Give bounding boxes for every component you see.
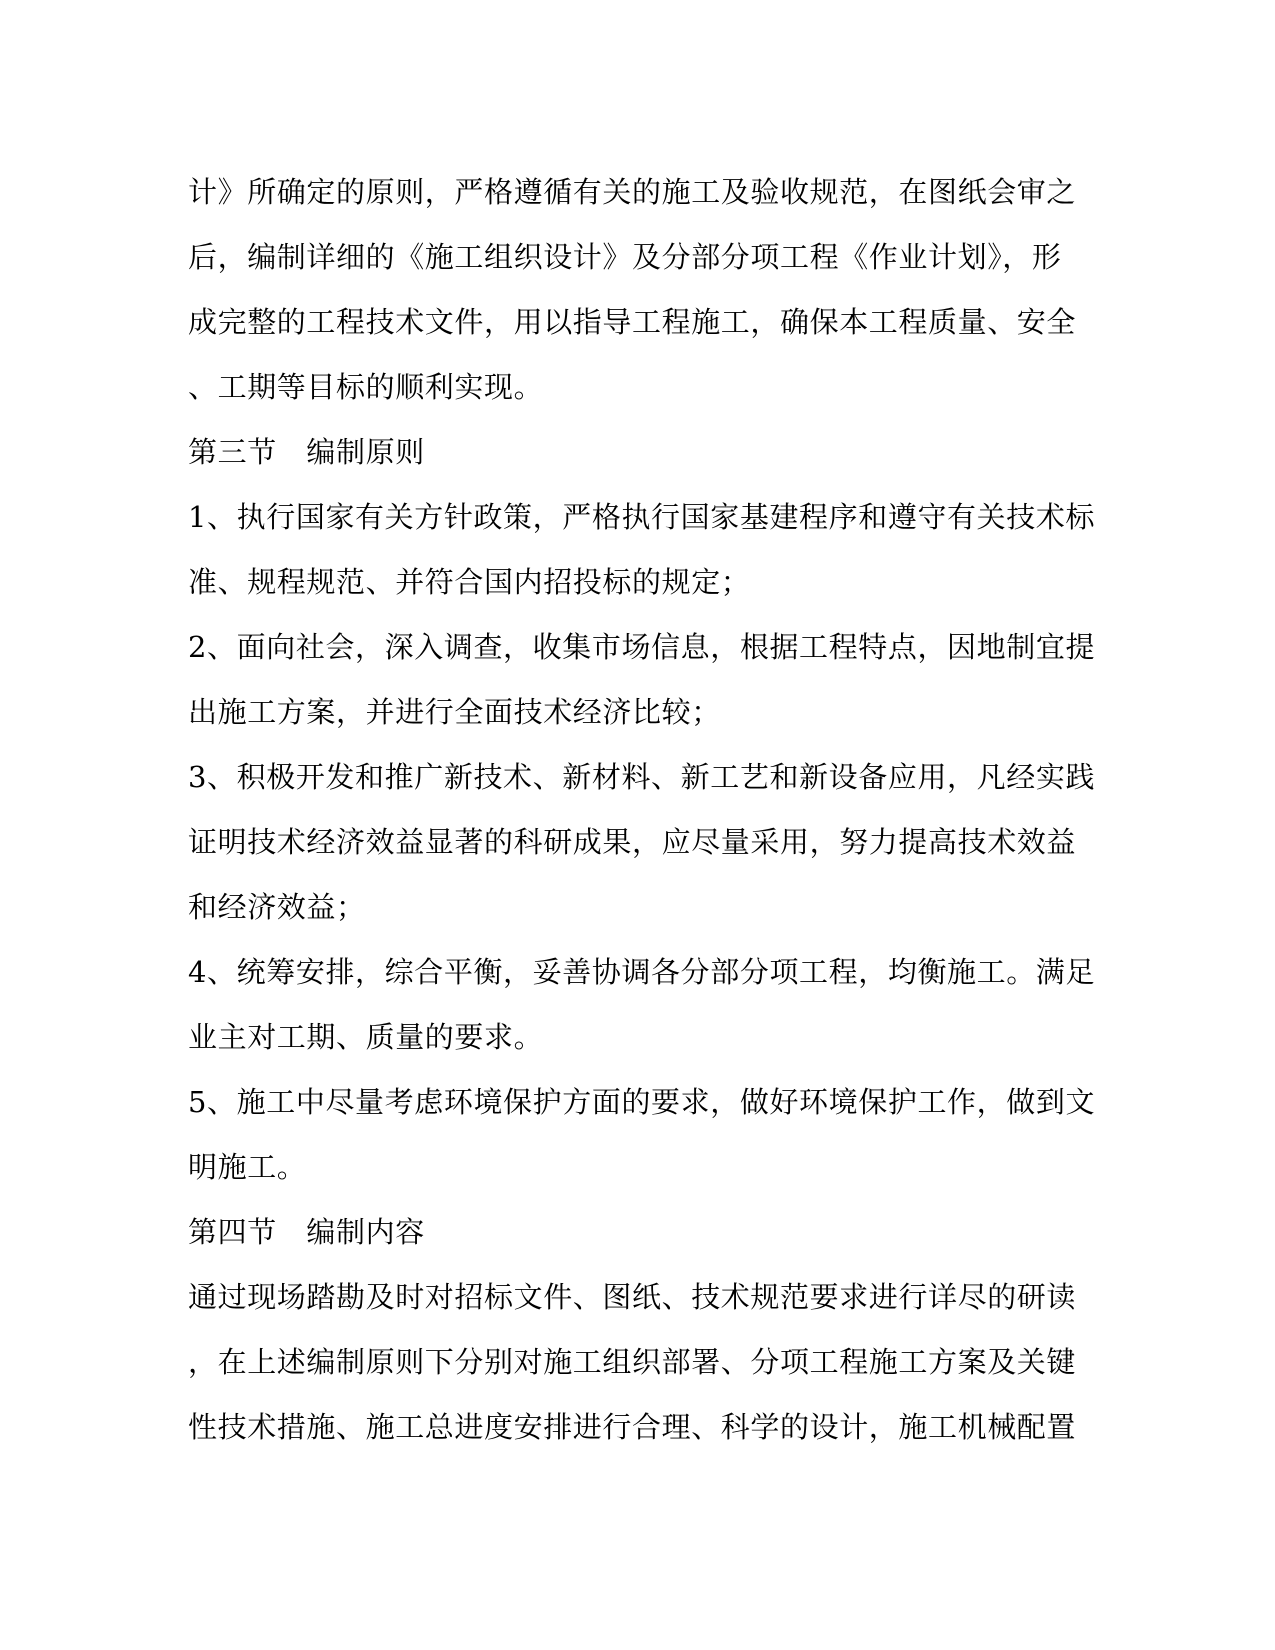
paragraph-line: 出施工方案，并进行全面技术经济比较； — [188, 695, 721, 729]
section-heading: 第四节 编制内容 — [188, 1215, 425, 1249]
document-body — [188, 160, 1096, 1460]
section-heading: 第三节 编制原则 — [188, 435, 425, 469]
paragraph-line: 准、规程规范、并符合国内招投标的规定； — [188, 565, 751, 599]
paragraph-line: 4、统筹安排，综合平衡，妥善协调各分部分项工程，均衡施工。满足 — [188, 955, 1096, 989]
paragraph-line: 3、积极开发和推广新技术、新材料、新工艺和新设备应用，凡经实践 — [188, 760, 1096, 794]
paragraph-line: 性技术措施、施工总进度安排进行合理、科学的设计，施工机械配置 — [188, 1410, 1077, 1444]
paragraph-line: 计》所确定的原则，严格遵循有关的施工及验收规范，在图纸会审之 — [188, 175, 1077, 209]
paragraph-line: 通过现场踏勘及时对招标文件、图纸、技术规范要求进行详尽的研读 — [188, 1280, 1077, 1314]
paragraph-line: 明施工。 — [188, 1150, 307, 1184]
paragraph-line: 5、施工中尽量考虑环境保护方面的要求，做好环境保护工作，做到文 — [188, 1085, 1096, 1119]
paragraph-line: 2、面向社会，深入调查，收集市场信息，根据工程特点，因地制宜提 — [188, 630, 1096, 664]
paragraph-line: 、工期等目标的顺利实现。 — [188, 370, 544, 404]
paragraph-line: 成完整的工程技术文件，用以指导工程施工，确保本工程质量、安全 — [188, 305, 1077, 339]
paragraph-line: ，在上述编制原则下分别对施工组织部署、分项工程施工方案及关键 — [188, 1345, 1077, 1379]
paragraph-line: 后，编制详细的《施工组织设计》及分部分项工程《作业计划》，形 — [188, 240, 1062, 274]
paragraph-line: 业主对工期、质量的要求。 — [188, 1020, 544, 1054]
paragraph-line: 和经济效益； — [188, 890, 366, 924]
paragraph-line: 证明技术经济效益显著的科研成果，应尽量采用，努力提高技术效益 — [188, 825, 1077, 859]
paragraph-line: 1、执行国家有关方针政策，严格执行国家基建程序和遵守有关技术标 — [188, 500, 1096, 534]
